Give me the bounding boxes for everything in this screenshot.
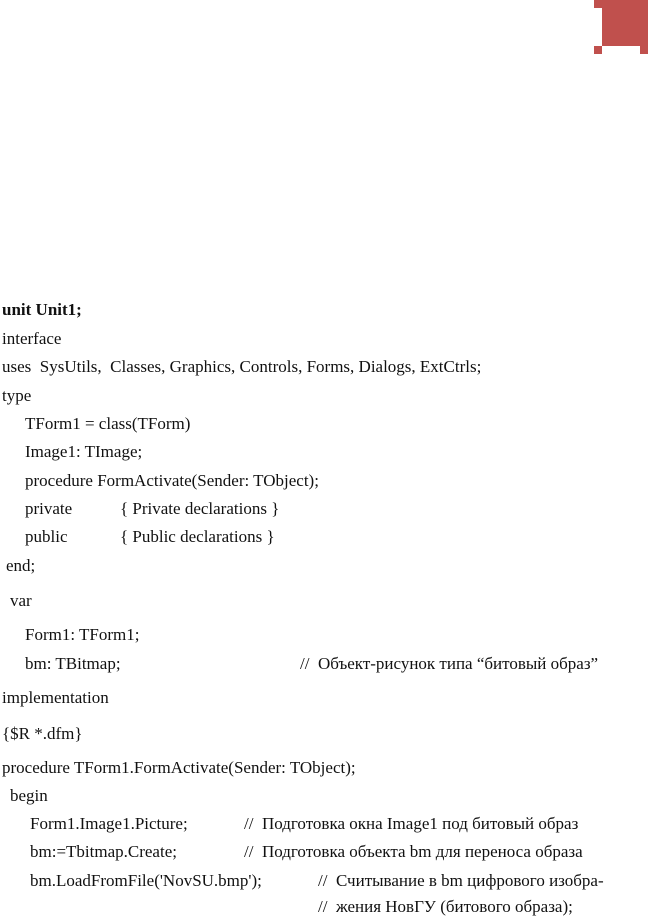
code-line-form1: Form1: TForm1; <box>25 625 140 644</box>
code-line-loadfromfile: bm.LoadFromFile('NovSU.bmp'); <box>30 871 262 890</box>
code-line-resource: {$R *.dfm} <box>2 724 83 743</box>
code-comment-loadfromfile-cont: // жения НовГУ (битового образа); <box>318 897 573 916</box>
code-line-var: var <box>10 591 32 610</box>
code-line-procedure-decl: procedure FormActivate(Sender: TObject); <box>25 471 319 490</box>
code-line-create: bm:=Tbitmap.Create; <box>30 842 177 861</box>
code-line-bm: bm: TBitmap; <box>25 654 121 673</box>
code-line-picture: Form1.Image1.Picture; <box>30 814 188 833</box>
code-comment-picture: // Подготовка окна Image1 под битовый образ <box>244 814 579 833</box>
code-line-image1: Image1: TImage; <box>25 442 143 461</box>
code-line-end: end; <box>6 556 36 575</box>
code-line-class-decl: TForm1 = class(TForm) <box>25 414 191 433</box>
code-line-uses: uses SysUtils, Classes, Graphics, Controls, Forms, Dialogs, ExtCtrls; <box>2 357 482 376</box>
code-line-begin: begin <box>10 786 48 805</box>
code-line-interface: interface <box>2 329 62 348</box>
code-line-implementation: implementation <box>2 688 109 707</box>
code-line-unit: unit Unit1; <box>2 300 82 319</box>
code-line-type: type <box>2 386 32 405</box>
code-comment-create: // Подготовка объекта bm для переноса образа <box>244 842 583 861</box>
red-page-marker-icon <box>594 0 648 54</box>
code-line-public: public <box>25 527 68 546</box>
code-line-procedure-impl: procedure TForm1.FormActivate(Sender: TObject); <box>2 758 356 777</box>
code-comment-private: { Private declarations } <box>120 499 280 518</box>
code-comment-bm: // Объект-рисунок типа “битовый образ” <box>300 654 599 673</box>
code-comment-public: { Public declarations } <box>120 527 275 546</box>
code-line-private: private <box>25 499 73 518</box>
code-comment-loadfromfile: // Считывание в bm цифрового изобра- <box>318 871 604 890</box>
